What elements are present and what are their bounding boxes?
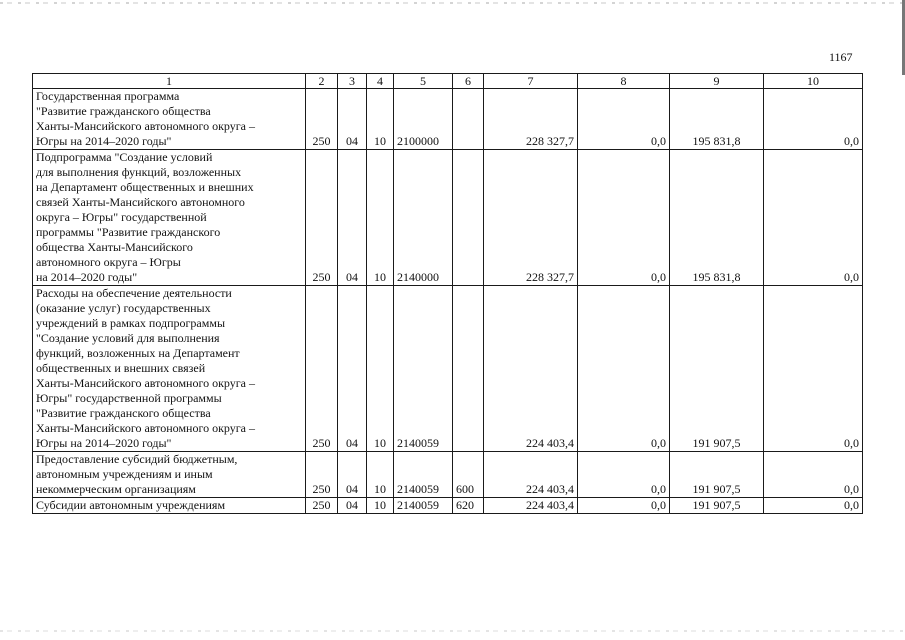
cell-section: 04 xyxy=(338,286,367,452)
table-row xyxy=(33,452,863,498)
cell-amount: 191 907,5 xyxy=(670,452,764,498)
scan-artifact-bottom xyxy=(0,630,905,632)
scan-artifact-top xyxy=(0,2,905,4)
cell-amount: 0,0 xyxy=(764,286,863,452)
cell-amount: 0,0 xyxy=(764,498,863,514)
cell-target-article: 2140059 xyxy=(394,452,453,498)
cell-amount: 0,0 xyxy=(578,89,670,150)
cell-amount: 228 327,7 xyxy=(484,150,578,286)
cell-section: 04 xyxy=(338,452,367,498)
page-number: 1167 xyxy=(829,50,853,64)
column-header: 8 xyxy=(578,74,670,89)
cell-admin-code: 250 xyxy=(306,452,338,498)
column-header: 1 xyxy=(33,74,306,89)
cell-expense-type xyxy=(453,150,484,286)
table-row xyxy=(33,286,863,452)
cell-amount: 0,0 xyxy=(578,286,670,452)
row-description: Предоставление субсидий бюджетным, автономным учреждениям и иным некоммерческим организациям xyxy=(33,452,306,498)
cell-amount: 0,0 xyxy=(578,452,670,498)
cell-expense-type: 620 xyxy=(453,498,484,514)
cell-subsection: 10 xyxy=(367,498,394,514)
table-row xyxy=(33,498,863,514)
cell-amount: 224 403,4 xyxy=(484,286,578,452)
row-description: Расходы на обеспечение деятельности (оказание услуг) государственных учреждений в рамках подпрограммы "Создание условий для выполнения функций, возложенных на Департамент общественных и внешних связей Ханты-Мансийского автономного округа – Югры" государственной программы "Развитие гражданского общества Ханты-Мансийского автономного округа – Югры на 2014–2020 годы" xyxy=(33,286,306,452)
table-row xyxy=(33,150,863,286)
cell-amount: 0,0 xyxy=(578,498,670,514)
cell-target-article: 2140000 xyxy=(394,150,453,286)
table-row xyxy=(33,89,863,150)
row-description: Субсидии автономным учреждениям xyxy=(33,498,306,514)
cell-target-article: 2140059 xyxy=(394,498,453,514)
cell-amount: 0,0 xyxy=(764,89,863,150)
cell-amount: 191 907,5 xyxy=(670,286,764,452)
column-header: 6 xyxy=(453,74,484,89)
cell-amount: 224 403,4 xyxy=(484,498,578,514)
cell-amount: 228 327,7 xyxy=(484,89,578,150)
cell-target-article: 2140059 xyxy=(394,286,453,452)
cell-admin-code: 250 xyxy=(306,286,338,452)
column-header: 2 xyxy=(306,74,338,89)
column-header: 7 xyxy=(484,74,578,89)
cell-subsection: 10 xyxy=(367,286,394,452)
row-description: Подпрограмма "Создание условий для выполнения функций, возложенных на Департамент общественных и внешних связей Ханты-Мансийского автономного округа – Югры" государственной программы "Развитие гражданского общества Ханты-Мансийского автономного округа – Югры на 2014–2020 годы" xyxy=(33,150,306,286)
cell-expense-type xyxy=(453,286,484,452)
cell-amount: 195 831,8 xyxy=(670,89,764,150)
cell-admin-code: 250 xyxy=(306,150,338,286)
column-header: 10 xyxy=(764,74,863,89)
cell-amount: 0,0 xyxy=(764,452,863,498)
cell-amount: 0,0 xyxy=(578,150,670,286)
column-header: 9 xyxy=(670,74,764,89)
table-header-row xyxy=(33,74,863,89)
cell-amount: 195 831,8 xyxy=(670,150,764,286)
cell-target-article: 2100000 xyxy=(394,89,453,150)
cell-subsection: 10 xyxy=(367,89,394,150)
budget-table xyxy=(32,73,863,514)
cell-amount: 0,0 xyxy=(764,150,863,286)
cell-expense-type xyxy=(453,89,484,150)
cell-expense-type: 600 xyxy=(453,452,484,498)
row-description: Государственная программа "Развитие гражданского общества Ханты-Мансийского автономного округа – Югры на 2014–2020 годы" xyxy=(33,89,306,150)
cell-amount: 191 907,5 xyxy=(670,498,764,514)
cell-section: 04 xyxy=(338,498,367,514)
column-header: 3 xyxy=(338,74,367,89)
cell-subsection: 10 xyxy=(367,150,394,286)
cell-admin-code: 250 xyxy=(306,498,338,514)
cell-subsection: 10 xyxy=(367,452,394,498)
cell-amount: 224 403,4 xyxy=(484,452,578,498)
cell-admin-code: 250 xyxy=(306,89,338,150)
column-header: 5 xyxy=(394,74,453,89)
cell-section: 04 xyxy=(338,89,367,150)
column-header: 4 xyxy=(367,74,394,89)
cell-section: 04 xyxy=(338,150,367,286)
